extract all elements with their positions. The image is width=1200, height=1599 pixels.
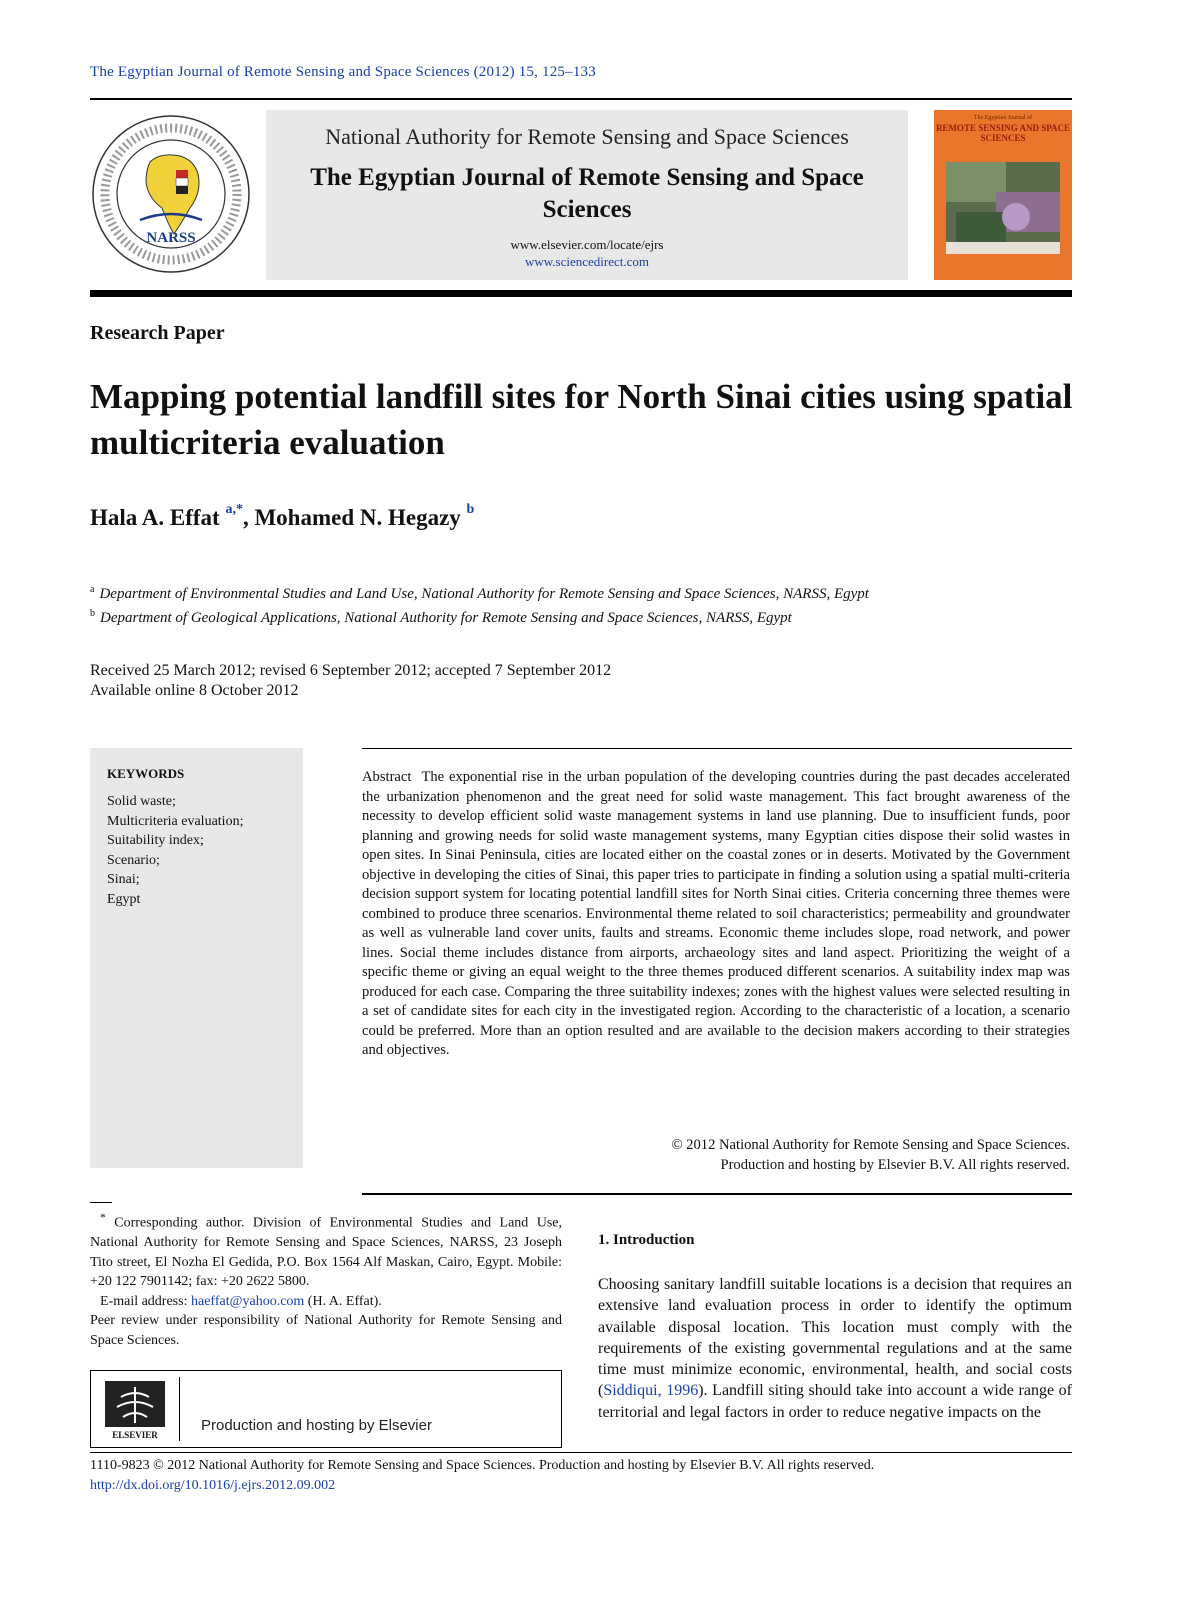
narss-seal-icon xyxy=(90,112,252,277)
cover-satellite-image xyxy=(946,162,1060,254)
affiliation-mark: b xyxy=(90,608,95,619)
abstract xyxy=(362,768,1070,1061)
copyright-line: © 2012 National Authority for Remote Sensing and Space Sciences. xyxy=(671,1137,1070,1153)
author-name: Hala A. Effat xyxy=(90,505,220,530)
keyword: Scenario; xyxy=(107,852,160,868)
svg-text:NARSS: NARSS xyxy=(146,230,196,246)
peer-review-note: Peer review under responsibility of National Authority for Remote Sensing and Space Sciences. xyxy=(90,1313,562,1348)
svg-text:ELSEVIER: ELSEVIER xyxy=(112,1430,158,1440)
journal-url[interactable]: www.elsevier.com/locate/ejrs xyxy=(510,237,664,252)
journal-cover xyxy=(934,110,1072,280)
keyword: Egypt xyxy=(107,891,141,907)
authority-name: National Authority for Remote Sensing and Space Sciences xyxy=(325,124,849,149)
email-owner: (H. A. Effat). xyxy=(307,1293,382,1309)
citation-link[interactable]: Siddiqui, 1996 xyxy=(603,1382,699,1400)
top-rule xyxy=(90,98,1072,100)
article-type: Research Paper xyxy=(90,322,225,344)
received-dates: Received 25 March 2012; revised 6 September 2012; accepted 7 September 2012 xyxy=(90,662,612,679)
sciencedirect-link[interactable]: www.sciencedirect.com xyxy=(524,254,650,269)
author-affiliation-mark[interactable]: b xyxy=(466,502,475,518)
article-dates xyxy=(90,661,611,701)
doi-link[interactable]: http://dx.doi.org/10.1016/j.ejrs.2012.09.002 xyxy=(90,1478,336,1493)
issn-line: 1110-9823 © 2012 National Authority for Remote Sensing and Space Sciences. Production and hosting by Elsevier B.V. All rights reserved. xyxy=(90,1458,875,1473)
article-title: Mapping potential landfill sites for North Sinai cities using spatial multicriteria evaluation xyxy=(90,377,1073,462)
keywords-heading: KEYWORDS xyxy=(107,766,185,781)
keyword: Multicriteria evaluation; xyxy=(107,813,244,829)
author-name: Mohamed N. Hegazy xyxy=(254,505,461,530)
journal-header-band xyxy=(266,110,908,280)
available-online: Available online 8 October 2012 xyxy=(90,682,299,699)
keywords-list xyxy=(107,792,243,909)
journal-title: The Egyptian Journal of Remote Sensing and Space Sciences xyxy=(310,164,864,223)
cover-title: REMOTE SENSING AND SPACE SCIENCES xyxy=(935,123,1071,143)
introduction-text: Choosing sanitary landfill suitable locations is a decision that requires an extensive land evaluation process in order to identify the optimum available disposal location. This location must comply with the requirements of the existing governmental regulations and at the same time must minimize economic, environmental, health, and social costs (Siddiqui, 1996). Landfill siting should take into account a wide range of territorial and legal factors in order to reduce negative impacts on the xyxy=(598,1276,1073,1421)
email-link[interactable]: haeffat@yahoo.com xyxy=(190,1293,305,1309)
production-text: Production and hosting by Elsevier xyxy=(201,1417,432,1434)
affiliation-text: Department of Environmental Studies and Land Use, National Authority for Remote Sensing and Space Sciences, NARSS, Egypt xyxy=(99,586,869,602)
abstract-text: The exponential rise in the urban population of the developing countries during the past decades accelerated the urbanization phenomenon and the great need for solid waste management. This fact brought awareness of the necessity to develop efficient solid waste management systems in land use planning. Due to insufficient funds, poor planning and growing needs for solid waste management systems, many Egyptian cities dispose their solid wastes in open sites. In Sinai Peninsula, cities are located either on the coastal zones or in deserts. Motivated by the Government objective in developing the cities of Sinai, this paper tries to participate in finding a solution using a spatial multi-criteria decision support system for locating potential landfill sites for North Sinai cities. Criteria concerning three themes were combined to produce three scenarios. Environmental theme related to soil characteristics; permeability and groundwater as well as vulnerable land cover units, faults and streams. Economic theme includes slope, road network, and power lines. Social theme includes distance from airports, archaeology sites and land aspect. Prioritizing the weight of a specific theme or giving an equal weight to the three themes produced different scenarios. A suitability index map was produced for each case. Comparing the three suitability indexes; zones with the highest values were selected resulting in a set of candidate sites for each city in the investigated region. According to the characteristic of a location, a scenario could be preferred. More than an option resulted and are available to the decision makers according to their strategies and objectives. xyxy=(362,769,1070,1058)
elsevier-tree-icon xyxy=(101,1379,171,1441)
abstract-top-rule xyxy=(362,748,1072,749)
footnote-rule xyxy=(90,1202,112,1203)
footer-rule xyxy=(90,1452,1072,1453)
section-heading: 1. Introduction xyxy=(598,1232,695,1248)
elsevier-divider xyxy=(179,1377,180,1441)
keyword: Suitability index; xyxy=(107,833,204,848)
author-affiliation-mark[interactable]: a,* xyxy=(225,502,243,518)
corresponding-author: Corresponding author. Division of Environmental Studies and Land Use, National Authority for Remote Sensing and Space Sciences, NARSS, 23 Joseph Tito street, El Nozha El Gedida, P.O. Box 1564 Alf Maskan, Cairo, Egypt. Mobile: +20 122 7901142; fax: +20 2622 5800. xyxy=(90,1215,563,1290)
keyword: Sinai; xyxy=(107,872,140,887)
email-label: E-mail address: xyxy=(100,1293,188,1309)
abstract-label: Abstract xyxy=(362,769,412,785)
affiliation xyxy=(90,608,792,627)
narss-logo xyxy=(90,112,252,277)
header-rule xyxy=(90,290,1072,297)
footnote xyxy=(90,1208,562,1350)
elsevier-production-box xyxy=(90,1370,562,1448)
abstract-copyright xyxy=(362,1136,1070,1175)
author-list: Hala A. Effat $^{a,*}$, Mohamed N. Hegazy $^b$ xyxy=(90,502,475,530)
keyword: Solid waste; xyxy=(107,794,176,809)
journal-citation[interactable]: The Egyptian Journal of Remote Sensing and Space Sciences (2012) 15, 125–133 xyxy=(90,64,596,80)
affiliation-mark: a xyxy=(90,584,95,595)
footnote-mark: * xyxy=(100,1211,106,1224)
keywords-box xyxy=(90,748,303,1168)
affiliation xyxy=(90,584,869,603)
copyright-line: Production and hosting by Elsevier B.V. All rights reserved. xyxy=(720,1156,1070,1173)
affiliation-text: Department of Geological Applications, National Authority for Remote Sensing and Space Sciences, NARSS, Egypt xyxy=(100,610,792,626)
abstract-bottom-rule xyxy=(362,1193,1072,1195)
cover-small-text: The Egyptian Journal of xyxy=(973,115,1033,121)
